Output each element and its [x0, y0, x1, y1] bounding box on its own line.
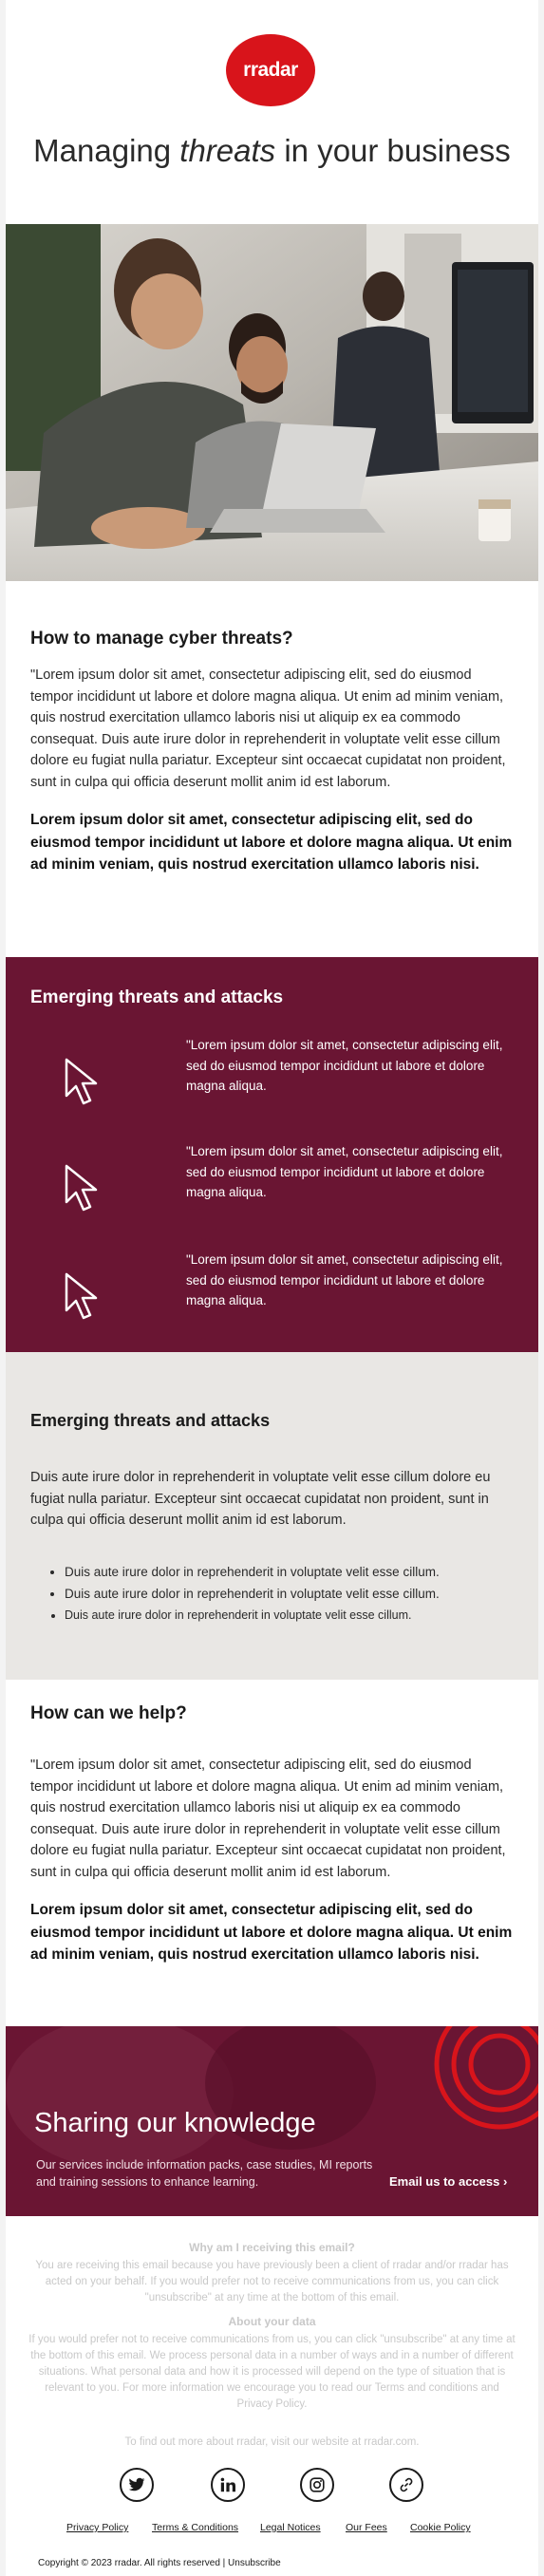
headline-pre: Managing [33, 133, 180, 168]
footer-data-heading: About your data [228, 2315, 316, 2328]
twitter-icon[interactable] [120, 2468, 154, 2502]
grey-section-title: Emerging threats and attacks [30, 1411, 271, 1430]
our-fees-link[interactable]: Our Fees [346, 2522, 387, 2533]
footer-data-text: If you would prefer not to receive communications from us, you can click "unsubscribe" at any time at the bottom of this email. We process personal data in a number of ways and in a number of different situations. What personal data and how it is processed will depend on the type of situation that is relevant to you. For more information we encourage you to read our Terms and conditions and Privacy Policy. [28, 2334, 516, 2410]
link-icon[interactable] [389, 2468, 423, 2502]
section-body-help: "Lorem ipsum dolor sit amet, consectetur adipiscing elit, sed do eiusmod tempor incididunt ut labore et dolore magna aliqua. Ut enim ad minim veniam, quis nostrud exercitation ullamco laboris nisi ut aliquip ex ea commodo consequat. Duis aute irure dolor in reprehenderit in voluptate velit esse cillum dolore eu fugiat nulla pariatur. Excepteur sint occaecat cupidatat non proident, sunt in culpa qui officia deserunt mollit anim id est laborum. [30, 1758, 506, 1880]
cursor-icon [63, 1162, 104, 1215]
threat-item-text: "Lorem ipsum dolor sit amet, consectetur adipiscing elit, sed do eiusmod tempor incididunt ut labore et dolore magna aliqua. [186, 1144, 503, 1199]
headline [6, 133, 538, 169]
section-bold-manage: Lorem ipsum dolor sit amet, consectetur adipiscing elit, sed do eiusmod tempor incididunt ut labore et dolore magna aliqua. Ut enim ad minim veniam, quis nostrud exercitation ullamco laboris nisi. [30, 812, 513, 873]
privacy-policy-link[interactable]: Privacy Policy [66, 2522, 129, 2533]
headline-emphasis: threats [179, 133, 276, 168]
bullet-item: • Duis aute irure dolor in reprehenderit in voluptate velit esse cillum. [65, 1605, 520, 1626]
linkedin-icon[interactable] [211, 2468, 245, 2502]
footer-why-text: You are receiving this email because you have previously been a client of rradar and/or rradar has acted on your behalf. If you would prefer not to receive communications from us, you can click "unsubscribe" at any time at the bottom of this email. [35, 2260, 509, 2303]
threat-item-text: "Lorem ipsum dolor sit amet, consectetur adipiscing elit, sed do eiusmod tempor incididunt ut labore et dolore magna aliqua. [186, 1038, 503, 1093]
section-title-manage: How to manage cyber threats? [30, 629, 293, 649]
banner-title: Sharing our knowledge [34, 2108, 316, 2138]
banner-subtitle: Our services include information packs, case studies, MI reports and training sessions to enhance learning. [36, 2158, 373, 2189]
section-body-manage: "Lorem ipsum dolor sit amet, consectetur adipiscing elit, sed do eiusmod tempor incididunt ut labore et dolore magna aliqua. Ut enim ad minim veniam, quis nostrud exercitation ullamco laboris nisi ut aliquip ex ea commodo consequat. Duis aute irure dolor in reprehenderit in voluptate velit esse cillum dolore eu fugiat nulla pariatur. Excepteur sint occaecat cupidatat non proident, sunt in culpa qui officia deserunt mollit anim id est laborum. [30, 668, 506, 790]
threats-band-title: Emerging threats and attacks [30, 987, 284, 1007]
footer-find-out: To find out more about rradar, visit our website at rradar.com. [124, 2436, 420, 2448]
logo-text: rradar [243, 59, 298, 81]
terms-conditions-link[interactable]: Terms & Conditions [152, 2522, 239, 2533]
threat-item [6, 1250, 538, 1344]
cursor-icon [63, 1270, 104, 1324]
threat-item-text: "Lorem ipsum dolor sit amet, consectetur adipiscing elit, sed do eiusmod tempor incididunt ut labore et dolore magna aliqua. [186, 1252, 503, 1307]
grey-bullet-list [65, 1562, 520, 1626]
section-bold-help: Lorem ipsum dolor sit amet, consectetur adipiscing elit, sed do eiusmod tempor incididunt ut labore et dolore magna aliqua. Ut enim ad minim veniam, quis nostrud exercitation ullamco laboris nisi. [30, 1902, 513, 1963]
cursor-icon [63, 1056, 104, 1109]
threat-item [6, 1035, 538, 1130]
copyright-line: Copyright © 2023 rradar. All rights reserved | Unsubscribe [38, 2558, 281, 2568]
instagram-icon[interactable] [300, 2468, 334, 2502]
footer-why-heading: Why am I receiving this email? [189, 2241, 355, 2254]
cookie-policy-link[interactable]: Cookie Policy [410, 2522, 471, 2533]
section-title-help: How can we help? [30, 1703, 187, 1723]
bullet-item: • Duis aute irure dolor in reprehenderit in voluptate velit esse cillum. [65, 1562, 520, 1584]
threat-item [6, 1141, 538, 1236]
social-links [6, 2468, 538, 2504]
rradar-logo[interactable] [226, 34, 315, 106]
email-container [6, 0, 538, 2576]
legal-notices-link[interactable]: Legal Notices [260, 2522, 321, 2533]
email-us-link[interactable]: Email us to access › [389, 2174, 508, 2189]
headline-post: in your business [275, 133, 511, 168]
bullet-item: • Duis aute irure dolor in reprehenderit in voluptate velit esse cillum. [65, 1584, 520, 1606]
grey-section-body: Duis aute irure dolor in reprehenderit in voluptate velit esse cillum dolore eu fugiat nulla pariatur. Excepteur sint occaecat cupidatat non proident, sunt in culpa qui officia deserunt mollit anim id est laborum. [30, 1470, 491, 1528]
hero-photo [6, 224, 538, 581]
